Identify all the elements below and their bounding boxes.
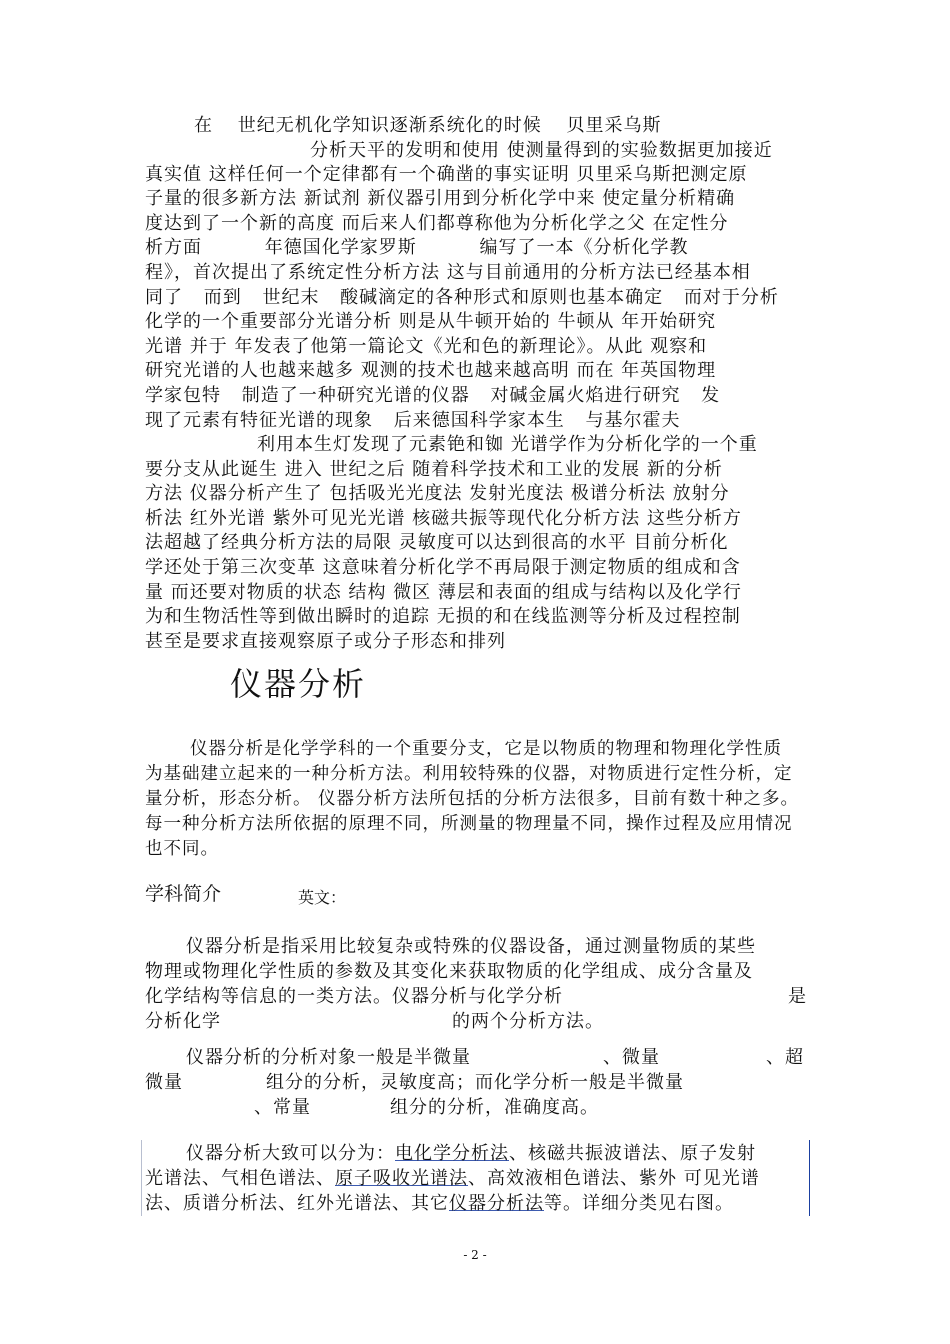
intro-line: 也不同。 xyxy=(145,839,219,859)
history-line: 同了 而到 世纪末 酸碱滴定的各种形式和原则也基本确定 而对于分析 xyxy=(145,287,779,308)
history-line: 要分支从此诞生 进入 世纪之后 随着科学技术和工业的发展 新的分析 xyxy=(145,459,723,480)
intro-line: 每一种分析方法所依据的原理不同，所测量的物理量不同，操作过程及应用情况 xyxy=(145,814,793,834)
history-line: 方法 仪器分析产生了 包括吸光光度法 发射光度法 极谱分析法 放射分 xyxy=(145,483,730,504)
history-line: 光谱 并于 年发表了他第一篇论文《光和色的新理论》。从此 观察和 xyxy=(145,336,708,357)
categories-text: 、核磁共振波谱法、原子发射 xyxy=(509,1143,756,1164)
section-title: 仪器分析 xyxy=(230,665,367,703)
definition-line: 仪器分析是指采用比较复杂或特殊的仪器设备，通过测量物质的某些 xyxy=(186,936,756,957)
scope-line: 微量 xyxy=(145,1072,183,1093)
english-label: 英文： xyxy=(298,888,347,907)
history-line: 甚至是要求直接观察原子或分子形态和排列 xyxy=(145,631,506,652)
definition-line: 化学结构等信息的一类方法。仪器分析与化学分析 xyxy=(145,986,563,1007)
page-number: - 2 - xyxy=(463,1248,487,1262)
history-line: 化学的一个重要部分光谱分析 则是从牛顿开始的 牛顿从 年开始研究 xyxy=(145,311,717,332)
electrochemical-analysis-link[interactable]: 电化学分析法 xyxy=(395,1143,509,1164)
history-line: 子量的很多新方法 新试剂 新仪器引用到分析化学中来 使定量分析精确 xyxy=(145,188,736,209)
intro-line: 仪器分析是化学学科的一个重要分支，它是以物质的物理和物理化学性质 xyxy=(190,739,782,759)
history-line: 学还处于第三次变革 这意味着分析化学不再局限于测定物质的组成和含 xyxy=(145,557,741,578)
scope-line: 仪器分析的分析对象一般是半微量 xyxy=(186,1047,471,1068)
history-line: 在 世纪无机化学知识逐渐系统化的时候 贝里采乌斯 xyxy=(194,115,662,136)
intro-line: 量分析，形态分析。 仪器分析方法所包括的分析方法很多，目前有数十种之多。 xyxy=(145,789,800,809)
history-line: 分析天平的发明和使用 使测量得到的实验数据更加接近 xyxy=(310,140,773,161)
history-line: 真实值 这样任何一个定律都有一个确凿的事实证明 贝里采乌斯把测定原 xyxy=(145,164,748,185)
scope-line: 、微量 xyxy=(603,1047,660,1068)
history-line: 析法 红外光谱 紫外可见光光谱 核磁共振等现代化分析方法 这些分析方 xyxy=(145,508,742,529)
categories-text: 仪器分析大致可以分为： xyxy=(186,1143,395,1164)
categories-line xyxy=(145,1167,760,1191)
history-line: 程》，首次提出了系统定性分析方法 这与目前通用的分析方法已经基本相 xyxy=(145,262,751,283)
categories-text: 等。详细分类见右图。 xyxy=(544,1193,734,1214)
intro-line: 为基础建立起来的一种分析方法。利用较特殊的仪器，对物质进行定性分析，定 xyxy=(145,764,793,784)
history-line: 法超越了经典分析方法的局限 灵敏度可以达到很高的水平 目前分析化 xyxy=(145,532,729,553)
categories-text: 、高效液相色谱法、紫外 可见光谱 xyxy=(468,1168,760,1189)
subject-heading: 学科简介 xyxy=(145,883,222,905)
atomic-absorption-link[interactable]: 原子吸收光谱法 xyxy=(335,1168,468,1189)
categories-text: 光谱法、气相色谱法、 xyxy=(145,1168,335,1189)
categories-line xyxy=(186,1142,756,1166)
scope-line: 组分的分析，准确度高。 xyxy=(390,1097,599,1118)
scope-line: 组分的分析，灵敏度高；而化学分析一般是半微量 xyxy=(266,1072,684,1093)
scope-line: 、超 xyxy=(766,1047,804,1068)
definition-line: 分析化学 xyxy=(145,1011,221,1032)
scope-line: 、常量 xyxy=(254,1097,311,1118)
history-line: 度达到了一个新的高度 而后来人们都尊称他为分析化学之父 在定性分 xyxy=(145,213,729,234)
history-line: 现了元素有特征光谱的现象 后来德国科学家本生 与基尔霍夫 xyxy=(145,410,681,431)
definition-line: 是 xyxy=(788,986,807,1007)
categories-line xyxy=(145,1192,734,1216)
history-line: 析方面 年德国化学家罗斯 编写了一本《分析化学教 xyxy=(145,237,689,258)
history-line: 学家包特 制造了一种研究光谱的仪器 对碱金属火焰进行研究 发 xyxy=(145,385,721,406)
categories-text: 法、质谱分析法、红外光谱法、其它 xyxy=(145,1193,449,1214)
history-line: 研究光谱的人也越来越多 观测的技术也越来越高明 而在 年英国物理 xyxy=(145,360,717,381)
instrumental-analysis-link[interactable]: 仪器分析法 xyxy=(449,1193,544,1214)
definition-line: 的两个分析方法。 xyxy=(452,1011,604,1032)
history-line: 量 而还要对物质的状态 结构 微区 薄层和表面的组成与结构以及化学行 xyxy=(145,582,742,603)
definition-line: 物理或物理化学性质的参数及其变化来获取物质的化学组成、成分含量及 xyxy=(145,961,753,982)
history-line: 利用本生灯发现了元素铯和铷 光谱学作为分析化学的一个重 xyxy=(257,434,758,455)
history-line: 为和生物活性等到做出瞬时的追踪 无损的和在线监测等分析及过程控制 xyxy=(145,606,741,627)
